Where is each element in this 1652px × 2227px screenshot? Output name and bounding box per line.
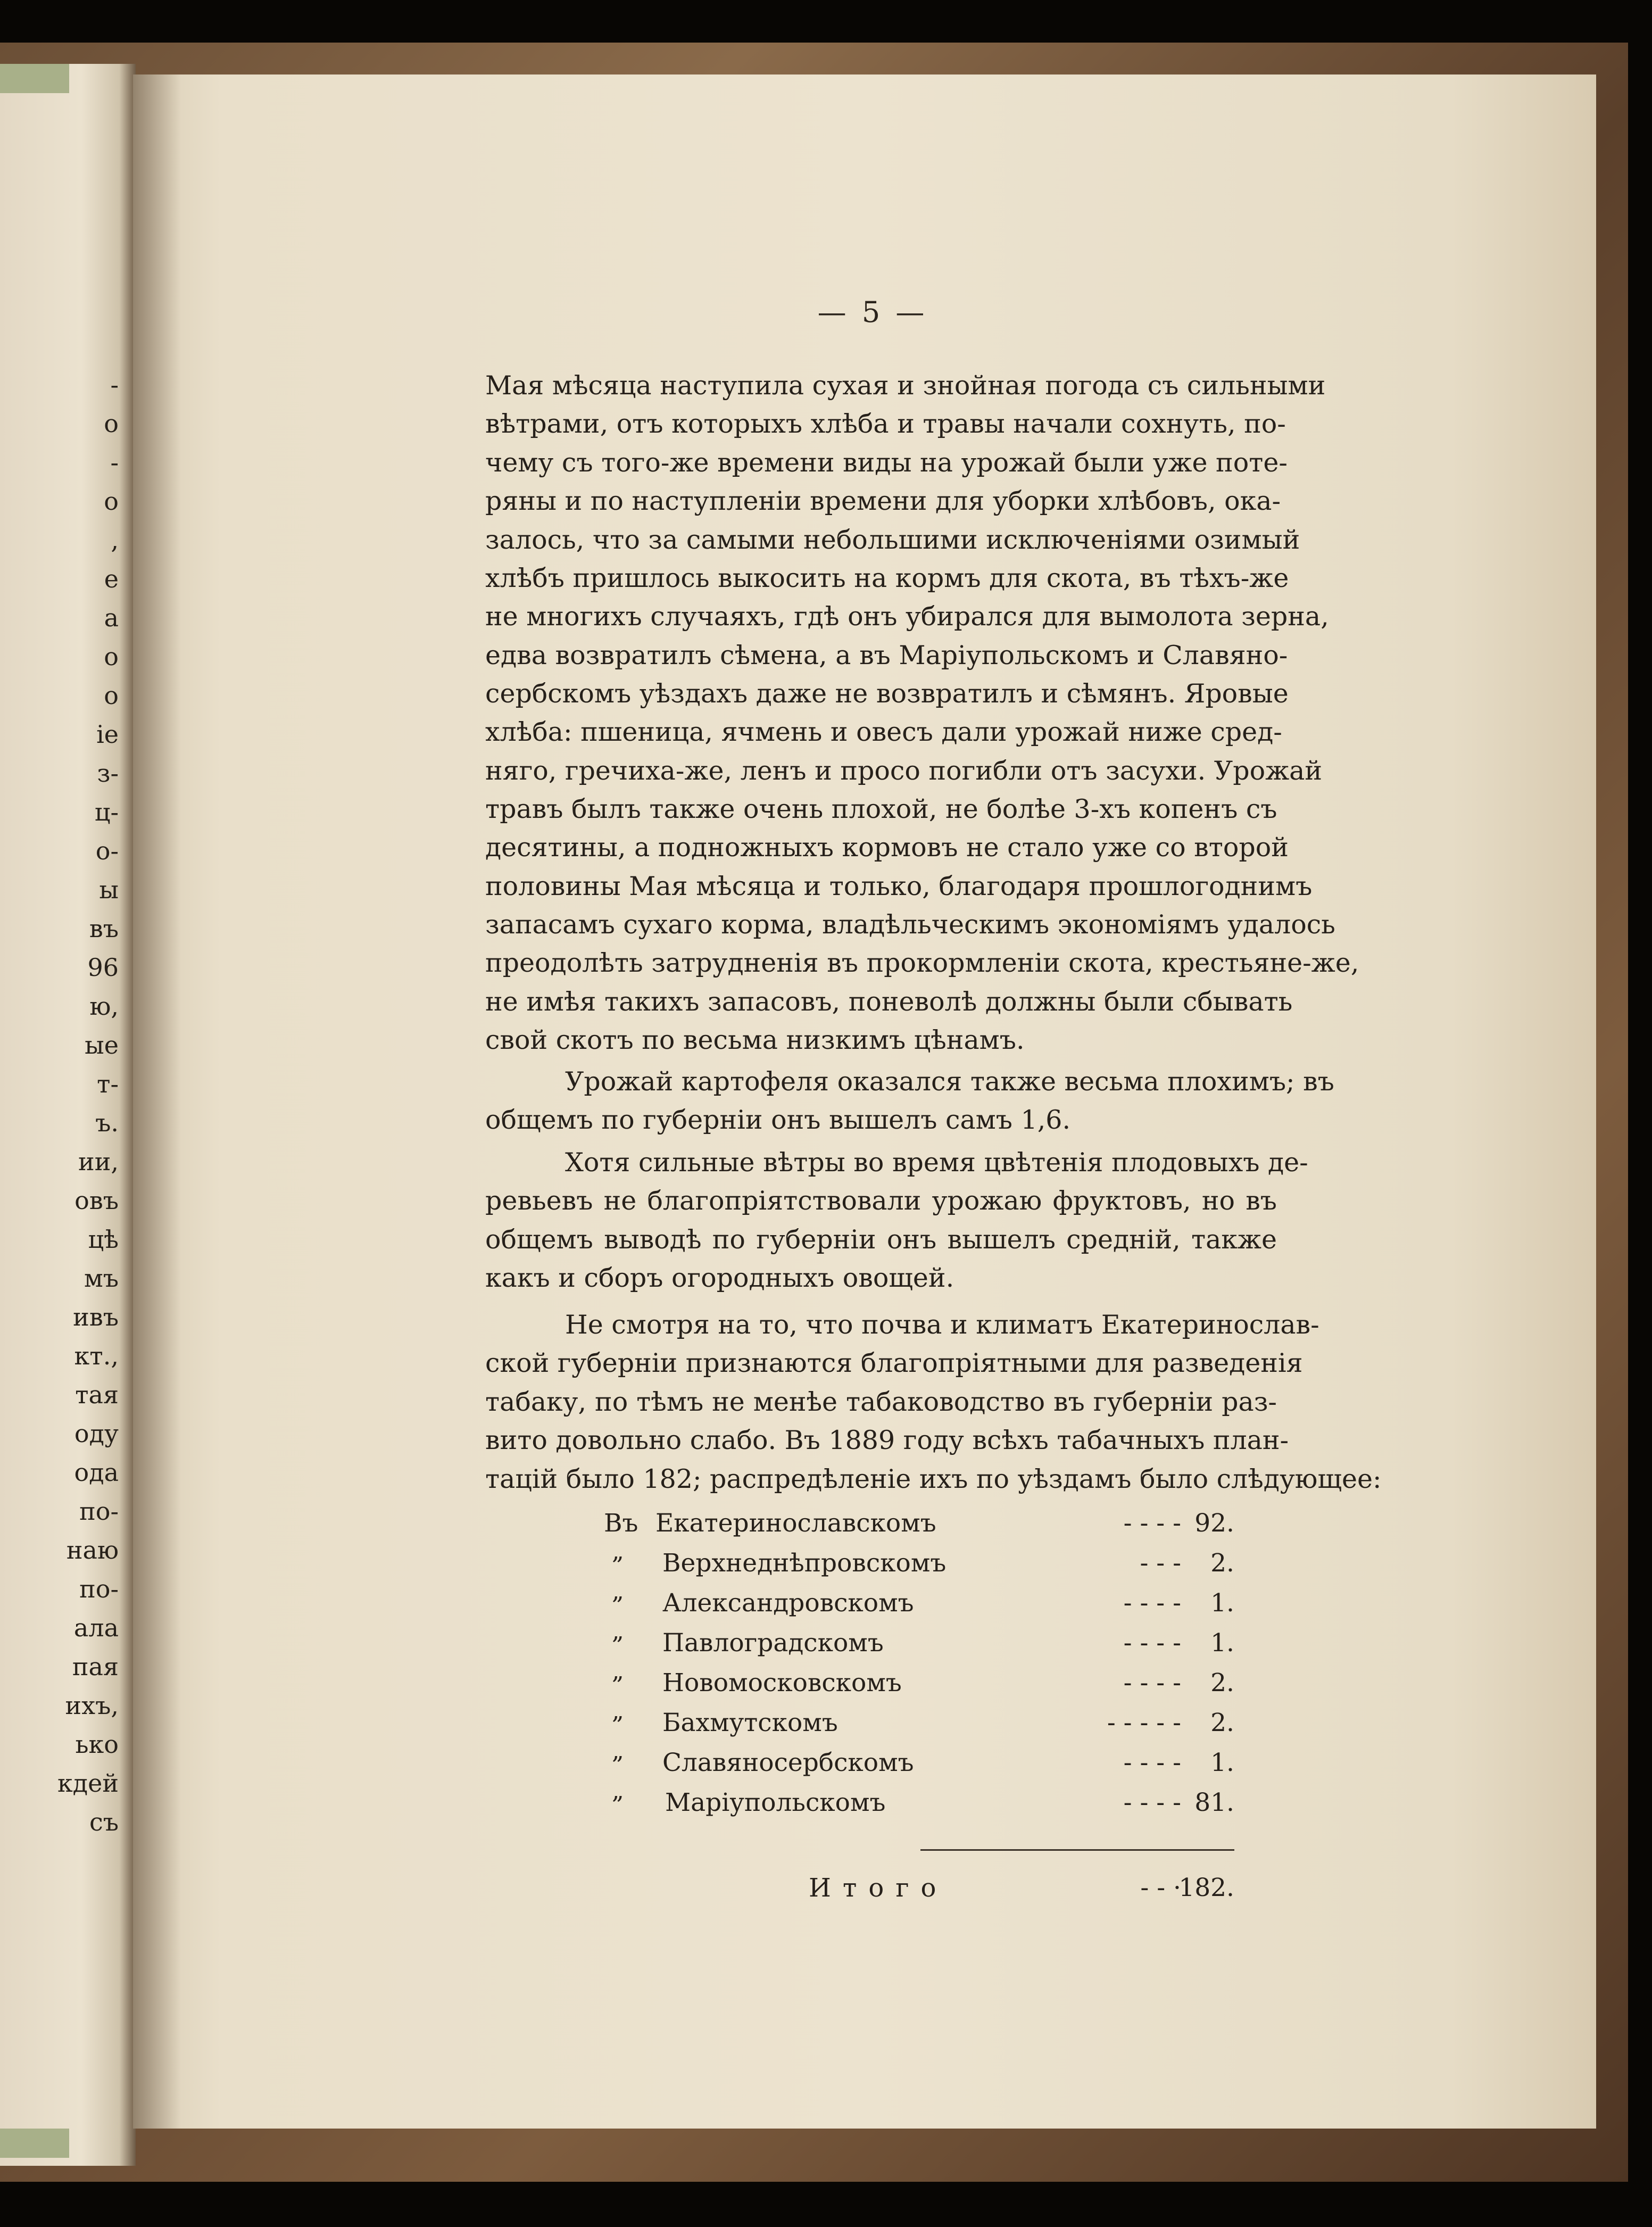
left-page-fragment: по- [79,1575,119,1603]
left-page-fragment: а [104,603,119,632]
left-page-fragment: ихъ, [65,1691,119,1720]
left-page-fragment: ы [99,875,119,904]
left-page-fragment: наю [66,1536,119,1564]
page-number: — 5 — [817,295,928,329]
left-page-fragment: ивъ [73,1303,119,1331]
row-prefix: „ [612,1698,624,1725]
text-line: ревьевъ не благопріятствовали урожаю фруктовъ, но въ [485,1186,1277,1216]
left-page-fragment: е [104,565,119,593]
left-page-fragment: пая [72,1652,119,1681]
text-line: хлѣба: пшеница, ячмень и овесъ дали урожай ниже сред- [485,717,1282,747]
left-page-fragment: оду [74,1419,119,1448]
left-page-fragment: о- [95,837,119,865]
left-page-fragment: ъ. [95,1108,119,1137]
gutter-shadow [133,74,181,2129]
row-prefix: „ [612,1777,624,1804]
leader-dashes: - - - - [1123,1668,1181,1698]
text-line: ряны и по наступленіи времени для уборки хлѣбовъ, ока- [485,486,1281,516]
binding-tab [0,2129,69,2158]
total-value: 182. [1178,1873,1234,1902]
left-page-fragment: о [104,487,119,516]
left-page-fragment: іе [96,720,119,749]
text-line: не многихъ случаяхъ, гдѣ онъ убирался для вымолота зерна, [485,601,1329,632]
left-page-fragment: т- [97,1070,119,1098]
left-page-fragment: ц- [94,798,119,826]
plantation-count: 92. [1194,1509,1234,1538]
left-page-fragment: мъ [84,1264,119,1293]
left-page-fragment: тая [75,1380,119,1409]
row-prefix: „ [612,1737,624,1765]
row-prefix: „ [612,1618,624,1645]
text-line: Хотя сильные вѣтры во время цвѣтенія плодовыхъ де- [565,1147,1308,1178]
left-page-fragment: ала [73,1613,119,1642]
district-name: Александровскомъ [662,1588,914,1618]
left-page-fragment: - [110,370,119,399]
text-line: няго, гречиха-же, ленъ и просо погибли отъ засухи. Урожай [485,756,1323,786]
left-page-fragment: въ [89,914,119,943]
text-line: сербскомъ уѣздахъ даже не возвратилъ и сѣмянъ. Яровые [485,678,1289,709]
left-page [0,64,136,2166]
text-line: не имѣя такихъ запасовъ, поневолѣ должны были сбывать [485,987,1293,1017]
district-name: Маріупольскомъ [665,1788,886,1817]
leader-dashes: - - · [1140,1873,1181,1902]
left-page-fragment: овъ [74,1186,119,1215]
left-page-fragment: ии, [78,1147,119,1176]
left-page-fragment: о [104,409,119,438]
left-page-fragment: з- [97,759,119,788]
plantation-count: 1. [1210,1748,1234,1777]
text-line: тацій было 182; распредѣленіе ихъ по уѣздамъ было слѣдующее: [485,1464,1382,1494]
left-page-fragment: кт., [74,1342,119,1370]
text-line: вито довольно слабо. Въ 1889 году всѣхъ табачныхъ план- [485,1425,1289,1455]
text-line: Урожай картофеля оказался также весьма плохимъ; въ [565,1066,1334,1097]
leader-dashes: - - - - - [1107,1708,1181,1737]
text-line: свой скотъ по весьма низкимъ цѣнамъ. [485,1025,1025,1055]
plantation-count: 81. [1194,1788,1234,1817]
district-name: Верхнеднѣпровскомъ [662,1549,947,1578]
left-page-fragment: ю, [89,992,119,1021]
leader-dashes: - - - [1140,1549,1181,1578]
left-page-fragment: кдей [57,1769,119,1798]
text-line: половины Мая мѣсяца и только, благодаря прошлогоднимъ [485,871,1313,901]
row-prefix: „ [612,1538,624,1565]
left-page-fragment: 96 [87,953,119,982]
binding-tab [0,64,69,93]
district-name: Бахмутскомъ [662,1708,838,1737]
text-line: запасамъ сухаго корма, владѣльческимъ экономіямъ удалось [485,909,1335,940]
left-page-fragment: цѣ [88,1225,119,1254]
left-page-fragment: ько [75,1730,119,1759]
text-line: чему съ того-же времени виды на урожай были уже поте- [485,448,1288,478]
text-line: какъ и сборъ огородныхъ овощей. [485,1263,954,1293]
text-line: Мая мѣсяца наступила сухая и знойная погода съ сильными [485,370,1326,401]
left-page-fragment: по- [79,1497,119,1526]
plantation-count: 1. [1210,1588,1234,1618]
row-prefix: „ [612,1658,624,1685]
row-prefix: „ [612,1578,624,1605]
district-name: Новомосковскомъ [662,1668,902,1698]
plantation-count: 2. [1210,1549,1234,1578]
leader-dashes: - - - - [1123,1628,1181,1658]
row-prefix: Въ [604,1509,638,1538]
text-line: вѣтрами, отъ которыхъ хлѣба и травы начали сохнуть, по- [485,409,1286,439]
district-name: Славяносербскомъ [662,1748,914,1777]
text-line: преодолѣть затрудненія въ прокормленіи скота, крестьяне-же, [485,948,1359,978]
district-name: Екатеринославскомъ [655,1509,936,1538]
leader-dashes: - - - - [1123,1788,1181,1817]
text-line: едва возвратилъ сѣмена, а въ Маріупольскомъ и Славяно- [485,640,1288,670]
leader-dashes: - - - - [1123,1748,1181,1777]
text-line: табаку, по тѣмъ не менѣе табаководство въ губерніи раз- [485,1387,1277,1417]
plantation-count: 1. [1210,1628,1234,1658]
total-label: Итого [809,1873,948,1903]
text-line: десятины, а подножныхъ кормовъ не стало уже со второй [485,832,1289,863]
left-page-fragment: - [110,448,119,477]
text-line: общемъ по губерніи онъ вышелъ самъ 1,6. [485,1105,1071,1135]
left-page-fragment: ода [74,1458,119,1487]
plantation-count: 2. [1210,1708,1234,1737]
text-line: травъ былъ также очень плохой, не болѣе 3-хъ копенъ съ [485,794,1277,824]
district-name: Павлоградскомъ [662,1628,884,1658]
text-line: Не смотря на то, что почва и климатъ Екатеринослав- [565,1310,1319,1340]
left-page-fragment: о [104,642,119,671]
leader-dashes: - - - - [1123,1509,1181,1538]
left-page-fragment: ые [85,1031,119,1059]
text-line: залось, что за самыми небольшими исключеніями озимый [485,525,1300,555]
text-line: хлѣбъ пришлось выкосить на кормъ для скота, въ тѣхъ-же [485,563,1289,593]
leader-dashes: - - - - [1123,1588,1181,1618]
text-line: общемъ выводѣ по губерніи онъ вышелъ средній, также [485,1224,1277,1255]
left-page-fragment: , [111,526,119,554]
left-page-fragment: о [104,681,119,710]
left-page-fragment: съ [89,1808,119,1836]
plantation-count: 2. [1210,1668,1234,1698]
text-line: ской губерніи признаются благопріятными для разведенія [485,1348,1303,1378]
total-rule [920,1849,1234,1851]
